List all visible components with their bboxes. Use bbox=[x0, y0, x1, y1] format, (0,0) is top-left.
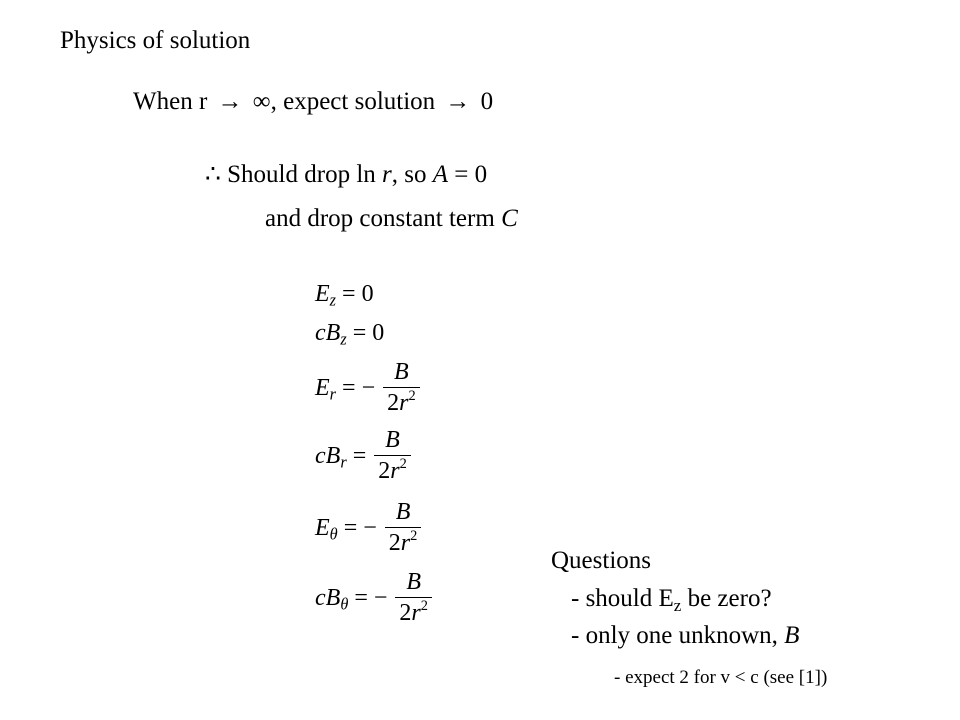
equation-cbz bbox=[315, 320, 385, 349]
limit-prefix: When r bbox=[133, 88, 214, 115]
denominator bbox=[383, 387, 420, 415]
equation-lhs bbox=[315, 281, 337, 310]
lhs-variable: B bbox=[325, 584, 341, 611]
question-expect-two: - expect 2 for v < c (see [1]) bbox=[614, 667, 828, 688]
equation-ez bbox=[315, 281, 374, 310]
lhs-subscript: z bbox=[340, 329, 347, 349]
right-arrow-icon: → bbox=[217, 88, 243, 115]
numerator: B bbox=[385, 427, 400, 453]
therefore-text: , so bbox=[391, 161, 433, 188]
lhs-variable: B bbox=[325, 442, 341, 469]
lhs-subscript: θ bbox=[340, 594, 349, 614]
equals-sign: = bbox=[352, 442, 367, 469]
question-ez-zero bbox=[571, 584, 772, 614]
lhs-subscript: z bbox=[329, 290, 337, 310]
lhs-subscript: r bbox=[329, 384, 337, 404]
fraction bbox=[383, 360, 420, 415]
therefore-text: Should drop ln bbox=[220, 161, 383, 188]
denominator bbox=[385, 527, 422, 555]
numerator: B bbox=[406, 569, 422, 595]
lhs-variable: B bbox=[325, 320, 341, 346]
equation-cbr bbox=[315, 428, 411, 483]
equation-rhs: 0 bbox=[372, 320, 385, 346]
equals-minus-sign: = − bbox=[342, 374, 376, 401]
den-coef: 2 bbox=[387, 390, 400, 416]
variable-r: r bbox=[382, 161, 392, 188]
limit-suffix: 0 bbox=[474, 88, 494, 115]
numerator: B bbox=[394, 359, 409, 385]
fraction bbox=[395, 570, 432, 625]
fraction bbox=[385, 500, 422, 555]
therefore-statement bbox=[205, 160, 487, 190]
variable-b: B bbox=[784, 622, 800, 649]
den-variable: r bbox=[411, 600, 421, 626]
question-one-unknown bbox=[571, 621, 799, 651]
question-subscript: z bbox=[673, 595, 682, 615]
equation-lhs bbox=[315, 584, 349, 614]
questions-heading: Questions bbox=[551, 547, 651, 574]
limit-middle: ∞, expect solution bbox=[246, 88, 442, 115]
lhs-variable: E bbox=[315, 514, 330, 541]
lhs-prefix: c bbox=[315, 584, 326, 611]
den-exponent: 2 bbox=[399, 455, 407, 472]
equals-sign: = bbox=[352, 320, 367, 346]
equals-sign: = bbox=[342, 281, 356, 307]
question-text: - should E bbox=[571, 585, 674, 612]
right-arrow-icon: → bbox=[445, 88, 471, 115]
lhs-variable: E bbox=[315, 281, 330, 307]
den-coef: 2 bbox=[378, 458, 391, 484]
equals-minus-sign: = − bbox=[343, 514, 377, 541]
therefore-symbol: ∴ bbox=[205, 161, 221, 188]
equation-lhs bbox=[315, 320, 347, 349]
denominator bbox=[374, 455, 411, 483]
den-exponent: 2 bbox=[408, 387, 416, 404]
equation-lhs bbox=[315, 442, 347, 472]
lhs-variable: E bbox=[315, 374, 330, 401]
equation-rhs: 0 bbox=[361, 281, 374, 307]
drop-text: and drop constant term bbox=[265, 205, 502, 232]
equation-cbtheta bbox=[315, 570, 432, 625]
den-coef: 2 bbox=[399, 600, 412, 626]
question-text: - only one unknown, bbox=[571, 622, 785, 649]
limit-statement bbox=[133, 87, 493, 117]
lhs-prefix: c bbox=[315, 442, 326, 469]
question-text: be zero? bbox=[681, 585, 772, 612]
lhs-subscript: θ bbox=[329, 524, 338, 544]
equals-minus-sign: = − bbox=[354, 584, 388, 611]
den-exponent: 2 bbox=[420, 597, 428, 614]
equation-etheta bbox=[315, 500, 421, 555]
lhs-prefix: c bbox=[315, 320, 326, 346]
fraction bbox=[374, 428, 411, 483]
den-coef: 2 bbox=[388, 530, 401, 556]
den-variable: r bbox=[399, 390, 409, 416]
equation-er bbox=[315, 360, 420, 415]
denominator bbox=[395, 597, 432, 625]
drop-constant-statement bbox=[265, 204, 518, 234]
numerator: B bbox=[395, 499, 411, 525]
equation-lhs bbox=[315, 374, 337, 404]
den-variable: r bbox=[400, 530, 411, 556]
den-exponent: 2 bbox=[410, 527, 418, 544]
variable-a: A bbox=[432, 161, 449, 188]
equation-lhs bbox=[315, 514, 338, 544]
variable-c: C bbox=[501, 205, 518, 232]
den-variable: r bbox=[390, 458, 400, 484]
slide-title: Physics of solution bbox=[60, 27, 251, 54]
lhs-subscript: r bbox=[340, 452, 347, 472]
therefore-text: = 0 bbox=[448, 161, 488, 188]
